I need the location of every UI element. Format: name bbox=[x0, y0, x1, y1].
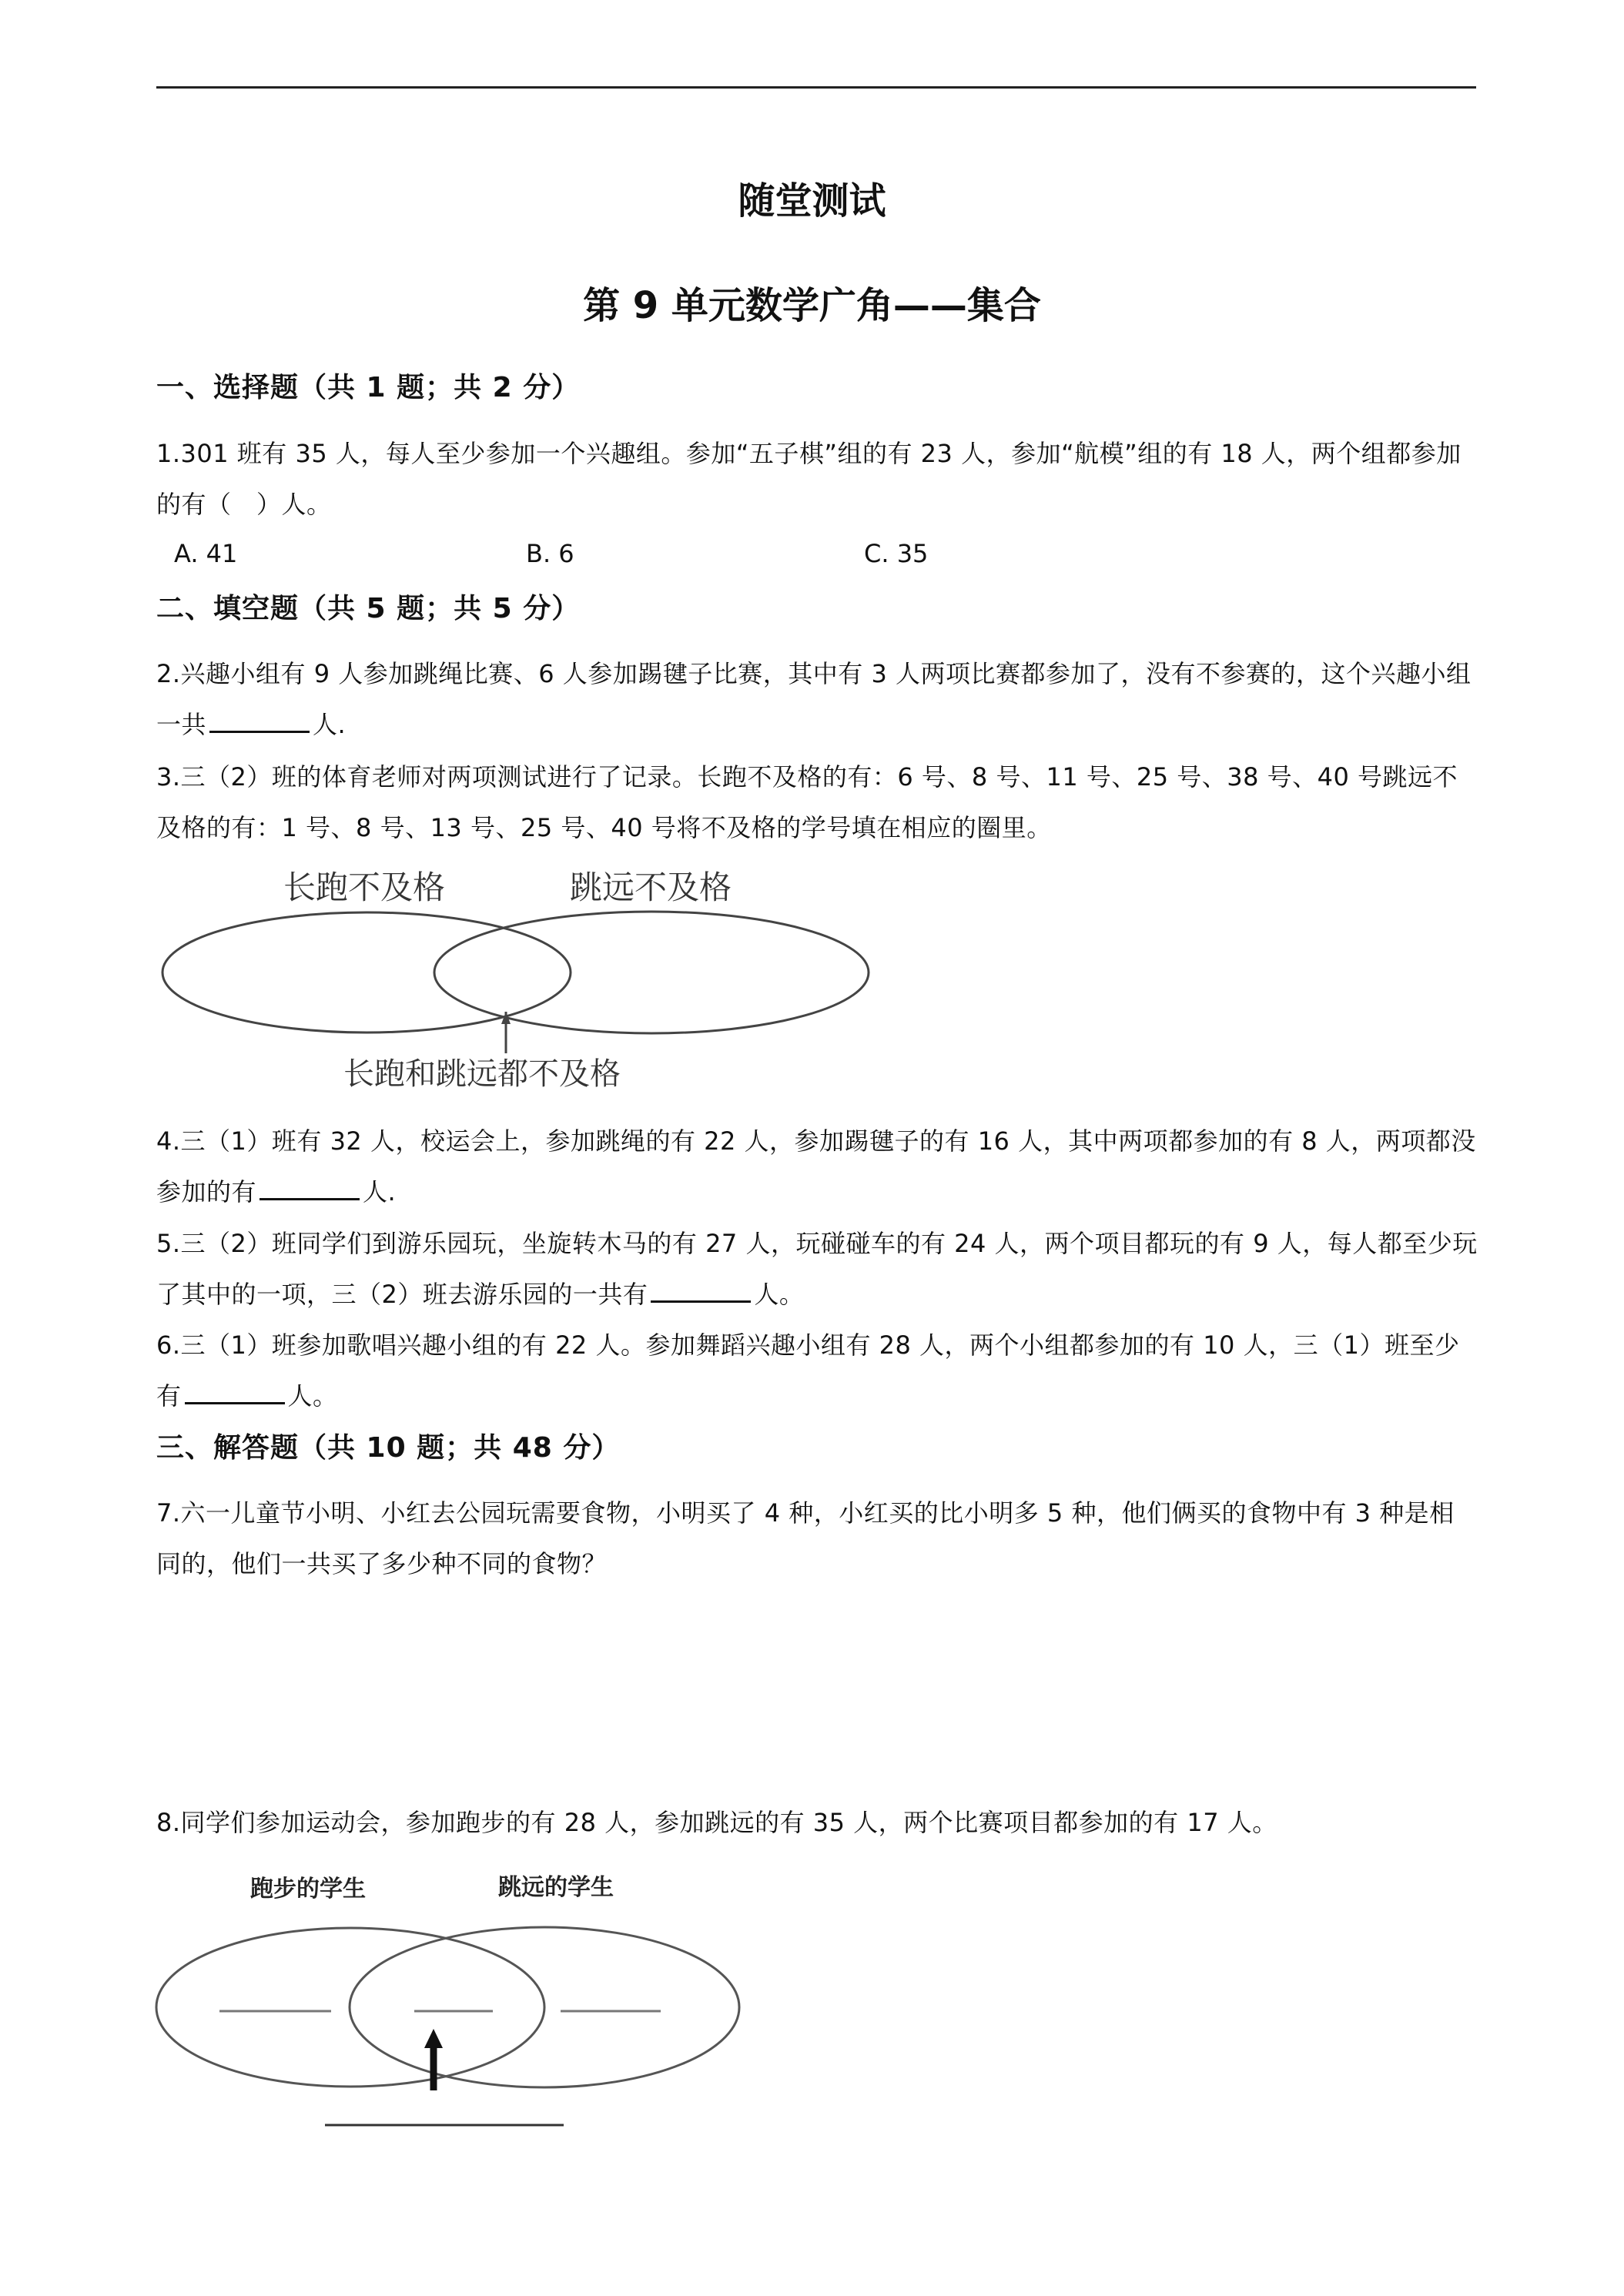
question-2-unit: 人. bbox=[313, 710, 347, 739]
question-4-text: 4.三（1）班有 32 人，校运会上，参加跳绳的有 22 人，参加踢毽子的有 16 人，其中两项都参加的有 8 人，两项都没参加的有 bbox=[156, 1126, 1476, 1207]
top-rule bbox=[156, 86, 1476, 89]
question-3: 3.三（2）班的体育老师对两项测试进行了记录。长跑不及格的有：6 号、8 号、11 号、25 号、38 号、40 号跳远不及格的有：1 号、8 号、13 号、25 号、40 号将不及格的学号填在相应的圈里。 bbox=[156, 762, 1458, 842]
page-title: 随堂测试 bbox=[738, 179, 886, 223]
answer-blank[interactable] bbox=[209, 708, 310, 733]
venn-both-label: 长跑和跳远都不及格 bbox=[343, 1056, 621, 1092]
option-b: B. 6 bbox=[526, 539, 574, 568]
option-a: A. 41 bbox=[174, 539, 238, 568]
question-5-text: 5.三（2）班同学们到游乐园玩，坐旋转木马的有 27 人，玩碰碰车的有 24 人，两个项目都玩的有 9 人，每人都至少玩了其中的一项，三（2）班去游乐园的一共有 bbox=[156, 1229, 1478, 1309]
section-heading-solve: 三、解答题（共 10 题；共 48 分） bbox=[156, 1432, 621, 1464]
question-6-text: 6.三（1）班参加歌唱兴趣小组的有 22 人。参加舞蹈兴趣小组有 28 人，两个小组都参加的有 10 人，三（1）班至少有 bbox=[156, 1330, 1460, 1411]
question-5 bbox=[156, 1218, 1478, 1320]
question-2 bbox=[156, 648, 1478, 750]
question-8: 8.同学们参加运动会，参加跑步的有 28 人，参加跳远的有 35 人，两个比赛项目都参加的有 17 人。 bbox=[156, 1808, 1277, 1837]
section-heading-choice: 一、选择题（共 1 题；共 2 分） bbox=[156, 372, 581, 403]
question-6 bbox=[156, 1320, 1478, 1421]
venn-right-circle bbox=[434, 912, 869, 1033]
venn-left-circle bbox=[162, 912, 571, 1033]
question-6-unit: 人。 bbox=[287, 1381, 338, 1411]
venn-q8-right-circle bbox=[350, 1927, 739, 2087]
answer-blank[interactable] bbox=[185, 1379, 285, 1404]
venn-q8-arrow-icon bbox=[424, 2029, 443, 2048]
question-7: 7.六一儿童节小明、小红去公园玩需要食物，小明买了 4 种，小红买的比小明多 5 种，他们俩买的食物中有 3 种是相同的，他们一共买了多少种不同的食物？ bbox=[156, 1498, 1455, 1578]
answer-blank[interactable] bbox=[651, 1277, 751, 1303]
option-c: C. 35 bbox=[864, 539, 929, 568]
question-1: 1.301 班有 35 人，每人至少参加一个兴趣组。参加“五子棋”组的有 23 人，参加“航模”组的有 18 人，两个组都参加的有（ ）人。 bbox=[156, 439, 1462, 519]
section-heading-fill: 二、填空题（共 5 题；共 5 分） bbox=[156, 593, 581, 624]
venn-q8-left-label: 跑步的学生 bbox=[250, 1876, 366, 1903]
venn-q8-left-circle bbox=[156, 1928, 544, 2087]
venn-q8-right-label: 跳远的学生 bbox=[498, 1874, 614, 1901]
question-5-unit: 人。 bbox=[754, 1280, 805, 1309]
question-2-text: 2.兴趣小组有 9 人参加跳绳比赛、6 人参加踢毽子比赛，其中有 3 人两项比赛都参加了，没有不参赛的，这个兴趣小组一共 bbox=[156, 659, 1472, 739]
question-4-unit: 人. bbox=[363, 1177, 397, 1207]
page-subtitle: 第 9 单元数学广角——集合 bbox=[583, 284, 1041, 327]
venn-left-label: 长跑不及格 bbox=[283, 869, 446, 906]
answer-blank[interactable] bbox=[260, 1175, 360, 1200]
venn-pointer-arrow-icon bbox=[501, 1012, 511, 1024]
venn-right-label: 跳远不及格 bbox=[570, 869, 732, 906]
question-4 bbox=[156, 1116, 1478, 1217]
